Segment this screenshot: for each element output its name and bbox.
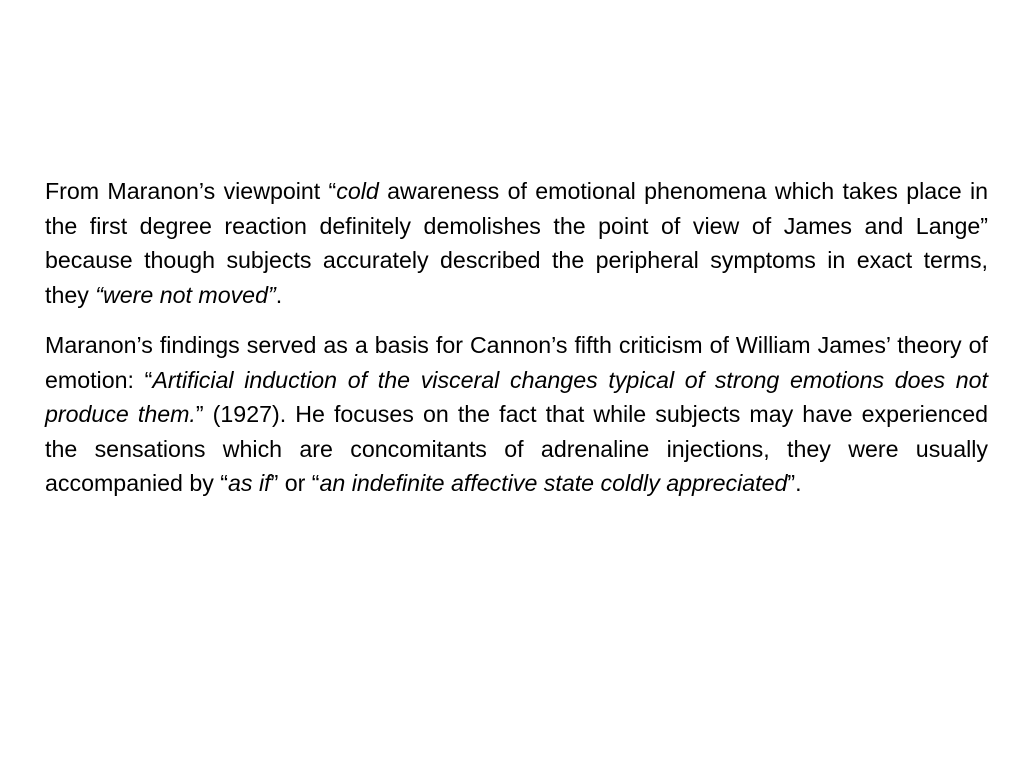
paragraph-2-italic-affective-state: an indefinite affective state coldly appreciated — [319, 470, 788, 496]
paragraph-1 — [45, 174, 988, 312]
paragraph-1-italic-quote: “were not moved” — [95, 281, 276, 308]
paragraph-2-text-3: ” or “ — [270, 470, 320, 496]
paragraph-1-italic-cold: cold — [336, 178, 379, 204]
paragraph-2-italic-quote: Artificial induction of the visceral changes typical of strong emotions does not produce them. — [45, 366, 988, 427]
body-text — [45, 174, 988, 501]
paragraph-2-text-4: ”. — [787, 470, 802, 496]
paragraph-2-text-2: ” (1927). He focuses on the fact that while subjects may have experienced the sensations which are concomitants of adrenaline injections, they were usually accompanied by “ — [45, 401, 988, 496]
paragraph-2-text-1: Maranon’s findings served as a basis for Cannon’s fifth criticism of William James’ theory of emotion: “ — [45, 332, 988, 393]
paragraph-1-text-2: awareness of emotional phenomena which takes place in the first degree reaction definitely demolishes the point of view of James and Lange” because though subjects accurately described the peripheral symptoms in exact terms, they — [45, 178, 989, 308]
paragraph-2-italic-as-if: as if — [228, 470, 271, 496]
paragraph-1-text-3: . — [275, 281, 283, 308]
paragraph-2 — [45, 328, 988, 501]
paragraph-1-text-1: From Maranon’s viewpoint “ — [45, 178, 337, 204]
